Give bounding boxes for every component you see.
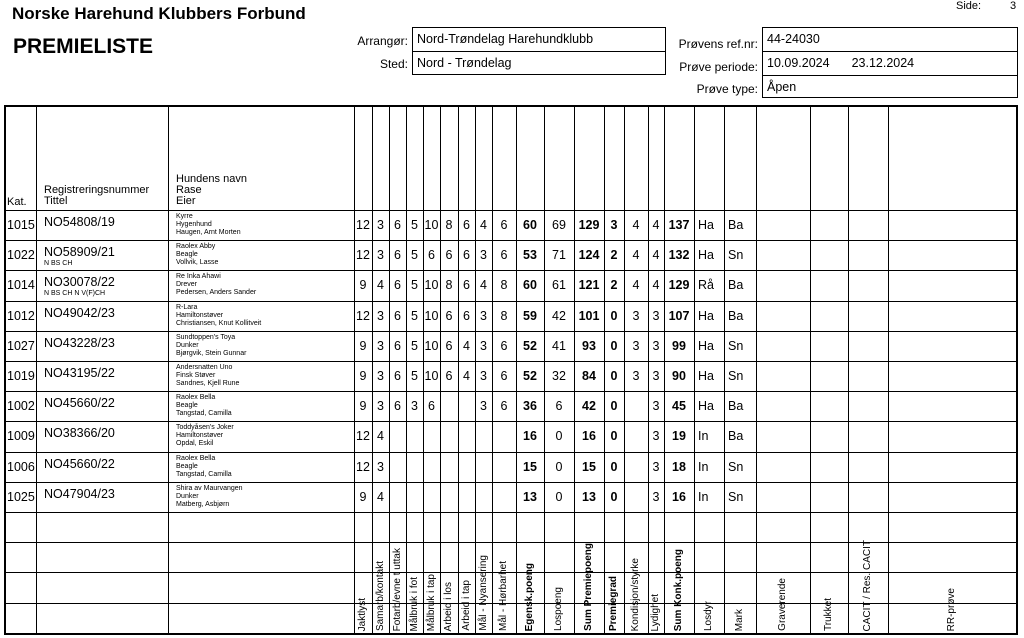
row-score: 41: [552, 338, 566, 353]
row-score: 0: [610, 308, 618, 323]
row-score: 61: [552, 278, 566, 293]
row-reg: NO38366/20: [44, 426, 115, 441]
row-score: 8: [500, 308, 508, 323]
page-title: PREMIELISTE: [13, 35, 154, 58]
row-score: 71: [552, 248, 566, 263]
row-score: 36: [523, 399, 537, 414]
column-divider: [810, 107, 811, 633]
row-score: 10: [424, 218, 439, 232]
header-col-8: Mål - Hørbarhet: [498, 560, 509, 631]
row-score: 3: [480, 308, 487, 323]
row-score: 15: [582, 459, 596, 474]
row-score: 19: [672, 429, 686, 444]
row-score: 101: [578, 308, 600, 323]
row-reg: NO45660/22: [44, 396, 115, 411]
row-score: 16: [523, 429, 537, 444]
page-number: 3: [1010, 0, 1017, 12]
period-label: Prøve periode:: [679, 60, 758, 74]
row-score: 3: [377, 399, 384, 414]
row-score: 60: [523, 278, 537, 293]
row-kat: 1014: [7, 278, 35, 293]
row-score: 3: [377, 369, 384, 383]
row-score: 132: [668, 248, 690, 263]
row-score: 3: [632, 338, 640, 353]
row-divider: [6, 391, 1016, 392]
header-col-1: Samarb/kontakt: [374, 560, 386, 631]
row-kat: 1027: [7, 338, 35, 353]
row-score: 6: [500, 218, 508, 232]
row-score: 3: [377, 248, 384, 263]
row-score: 8: [500, 278, 508, 293]
header-col-18: Graverende: [777, 578, 788, 631]
row-score: 6: [500, 369, 508, 383]
row-score: 12: [356, 218, 370, 232]
row-dog-name: Andersnatten Uno: [176, 364, 233, 371]
row-score: Ha: [698, 338, 714, 353]
header-col-20: CACIT / Res. CACIT: [862, 539, 873, 631]
header-owner: Eier: [176, 195, 196, 207]
row-score: 90: [672, 369, 686, 383]
row-score: 121: [578, 278, 600, 293]
arranger-label: Arrangør:: [357, 34, 408, 48]
column-divider: [36, 107, 37, 633]
row-reg: NO49042/23: [44, 305, 115, 320]
row-title-text: N BS CH: [44, 260, 73, 268]
row-score: 6: [428, 248, 435, 263]
row-score: 4: [632, 248, 640, 263]
header-col-6: Arbeid i tap: [460, 580, 472, 631]
row-divider: [6, 361, 1016, 362]
row-score: Sn: [728, 338, 744, 353]
row-score: 6: [463, 248, 470, 263]
row-score: 6: [394, 248, 401, 263]
row-score: 4: [463, 369, 470, 383]
row-score: 6: [463, 218, 470, 232]
row-kat: 1006: [7, 459, 35, 474]
row-score: 9: [359, 489, 367, 504]
row-title-text: N BS CH N V(F)CH: [44, 290, 106, 298]
header-col-15: Sum Konk.poeng: [673, 548, 684, 631]
row-score: 9: [359, 369, 367, 383]
row-score: 4: [377, 489, 384, 504]
row-dog-name: Kyrre: [176, 213, 193, 220]
row-score: 4: [652, 278, 660, 293]
ref-label: Prøvens ref.nr:: [678, 37, 758, 51]
row-score: Ba: [728, 278, 744, 293]
row-breed: Hamiltonstøver: [176, 432, 224, 440]
row-reg: NO58909/21: [44, 245, 115, 260]
row-score: Ha: [698, 369, 714, 383]
row-score: 3: [652, 369, 660, 383]
row-score: 3: [652, 489, 660, 504]
row-score: 5: [411, 248, 418, 263]
row-reg: NO43195/22: [44, 366, 115, 380]
row-score: Ha: [698, 308, 714, 323]
row-score: 6: [445, 308, 453, 323]
row-score: 3: [377, 338, 384, 353]
row-score: 8: [445, 218, 453, 232]
row-score: 5: [411, 338, 418, 353]
page-label: Side:: [956, 0, 982, 12]
period-to: 23.12.2024: [851, 56, 915, 70]
row-score: 6: [394, 308, 401, 323]
row-score: 53: [523, 248, 537, 263]
row-dog-name: Toddyåsen's Joker: [176, 424, 234, 432]
row-dog-name: Raolex Bella: [176, 394, 216, 402]
row-score: 4: [652, 218, 660, 232]
row-score: 10: [424, 278, 439, 293]
row-score: 6: [394, 369, 401, 383]
row-score: 3: [480, 369, 487, 383]
row-score: 6: [445, 248, 453, 263]
row-score: Ha: [698, 218, 714, 232]
row-score: 137: [668, 218, 690, 232]
row-score: 6: [394, 278, 401, 293]
row-score: 2: [610, 248, 618, 263]
row-divider: [6, 512, 1016, 513]
row-score: 6: [394, 338, 401, 353]
row-score: 10: [424, 338, 439, 353]
column-divider: [168, 107, 169, 633]
row-score: 93: [582, 338, 596, 353]
row-score: 4: [377, 278, 384, 293]
row-score: 10: [424, 308, 439, 323]
row-score: 9: [359, 278, 367, 293]
row-owner: Vollvik, Lasse: [176, 259, 219, 267]
results-table: [4, 105, 1018, 635]
row-owner: Sandnes, Kjell Rune: [176, 380, 240, 387]
row-score: Ba: [728, 218, 744, 232]
header-col-17: Mark: [734, 608, 745, 631]
row-score: 3: [652, 429, 660, 444]
row-score: 18: [672, 459, 686, 474]
row-score: Sn: [728, 489, 744, 504]
row-score: 12: [356, 308, 370, 323]
row-kat: 1012: [7, 308, 35, 323]
header-col-7: Mål - Nyansering: [477, 555, 489, 631]
row-breed: Dunker: [176, 341, 199, 349]
row-score: Rå: [698, 278, 714, 293]
row-score: 6: [394, 218, 401, 232]
header-col-4: Målbruk i tap: [425, 573, 437, 631]
row-score: 0: [610, 429, 618, 444]
header-col-2: Fotarb/evne t uttak: [391, 547, 403, 631]
row-score: 42: [552, 308, 566, 323]
type-label: Prøve type:: [696, 82, 758, 96]
row-score: 59: [523, 308, 537, 323]
row-owner: Christiansen, Knut Kollitveit: [176, 319, 262, 327]
row-breed: Beagle: [176, 402, 198, 410]
row-score: 3: [652, 308, 660, 323]
place-value: Nord - Trøndelag: [417, 56, 512, 70]
row-score: 3: [377, 308, 384, 323]
row-score: 4: [632, 218, 640, 232]
row-breed: Hamiltonstøver: [176, 311, 224, 319]
row-dog-name: Re Inka Ahawi: [176, 273, 221, 281]
row-score: In: [698, 459, 709, 474]
row-reg: NO30078/22: [44, 275, 115, 290]
row-breed: Beagle: [176, 251, 198, 259]
row-score: 15: [523, 459, 537, 474]
header-col-11: Sum Premiepoeng: [583, 543, 594, 631]
row-score: Ha: [698, 399, 714, 414]
row-score: 6: [555, 399, 563, 414]
row-score: Ba: [728, 308, 744, 323]
row-score: 6: [445, 369, 453, 383]
row-score: 0: [555, 429, 563, 444]
row-reg: NO43228/23: [44, 335, 115, 350]
row-score: 10: [424, 369, 439, 383]
ref-value: 44-24030: [763, 28, 1017, 52]
header-col-9: Egensk.poeng: [524, 562, 535, 631]
row-score: 4: [463, 338, 470, 353]
row-score: 0: [610, 489, 618, 504]
column-divider: [888, 107, 889, 633]
row-score: 5: [411, 308, 418, 323]
row-score: 32: [552, 369, 566, 383]
row-score: 0: [555, 489, 563, 504]
row-dog-name: R-Lara: [176, 303, 198, 311]
row-dog-name: Raolex Bella: [176, 454, 216, 462]
row-kat: 1019: [7, 369, 35, 383]
type-value: Åpen: [767, 80, 797, 94]
row-dog-name: Raolex Abby: [176, 243, 216, 251]
header-breed: Rase: [176, 184, 202, 196]
row-score: 3: [610, 218, 618, 232]
row-breed: Drever: [176, 281, 198, 289]
row-score: 6: [500, 248, 508, 263]
row-score: 16: [582, 429, 596, 444]
row-score: 4: [632, 278, 640, 293]
row-owner: Tangstad, Camilla: [176, 410, 232, 418]
row-score: 3: [632, 369, 640, 383]
row-score: 3: [480, 338, 487, 353]
row-score: 4: [652, 248, 660, 263]
row-score: 129: [578, 218, 600, 232]
row-score: 129: [668, 278, 690, 293]
row-divider: [6, 421, 1016, 422]
row-dog-name: Shira av Maurvangen: [176, 484, 243, 492]
row-kat: 1025: [7, 489, 35, 504]
row-score: 5: [411, 369, 418, 383]
place-label: Sted:: [379, 57, 408, 71]
row-score: 8: [445, 278, 453, 293]
period-from: 10.09.2024: [767, 56, 830, 70]
row-score: 107: [668, 308, 690, 323]
row-divider: [6, 301, 1016, 302]
row-score: In: [698, 489, 709, 504]
header-col-14: Lydighet: [650, 593, 661, 631]
row-owner: Opdal, Eskil: [176, 440, 214, 448]
row-score: 4: [377, 429, 384, 444]
row-score: 45: [672, 399, 686, 414]
row-score: 124: [578, 248, 600, 263]
row-score: 3: [480, 248, 487, 263]
header-col-19: Trukket: [823, 598, 834, 631]
row-score: 6: [463, 308, 470, 323]
header-kat: Kat.: [7, 196, 27, 208]
row-score: 69: [552, 218, 566, 232]
header-col-3: Målbruk i fot: [408, 576, 420, 631]
row-divider: [6, 482, 1016, 483]
row-score: 12: [356, 248, 370, 263]
row-score: Ba: [728, 429, 744, 444]
row-divider: [6, 270, 1016, 271]
row-kat: 1009: [7, 429, 35, 444]
row-score: 4: [480, 218, 487, 232]
row-score: 84: [582, 369, 596, 383]
row-reg: NO54808/19: [44, 215, 115, 229]
row-owner: Tangstad, Camilla: [176, 470, 232, 478]
row-score: 5: [411, 218, 418, 232]
row-breed: Dunker: [176, 492, 199, 500]
row-dog-name: Sundtoppen's Toya: [176, 333, 236, 341]
row-score: 16: [672, 489, 686, 504]
header-col-12: Premiegrad: [608, 575, 619, 631]
header-col-13: Kondisjon/styrke: [630, 557, 641, 631]
row-score: Ba: [728, 399, 744, 414]
row-score: 3: [377, 459, 384, 474]
header-col-16: Losdyr: [703, 600, 714, 631]
arranger-box: [412, 27, 666, 75]
row-divider: [6, 331, 1016, 332]
header-col-21: RR-prøve: [946, 587, 957, 631]
row-score: 13: [523, 489, 537, 504]
row-score: 0: [555, 459, 563, 474]
arranger-value: Nord-Trøndelag Harehundklubb: [413, 28, 665, 52]
row-score: 13: [582, 489, 596, 504]
row-score: 3: [480, 399, 487, 414]
row-score: 12: [356, 429, 370, 444]
row-score: 9: [359, 338, 367, 353]
row-breed: Hygenhund: [176, 221, 212, 228]
row-score: 6: [428, 399, 435, 414]
row-score: 5: [411, 278, 418, 293]
row-score: 3: [411, 399, 418, 414]
row-score: Sn: [728, 459, 744, 474]
row-score: 0: [610, 369, 618, 383]
header-name: Hundens navn: [176, 173, 247, 185]
row-kat: 1022: [7, 248, 35, 263]
row-score: 3: [652, 338, 660, 353]
row-divider: [6, 210, 1016, 211]
row-score: 99: [672, 338, 686, 353]
row-score: 12: [356, 459, 370, 474]
row-score: 6: [463, 278, 470, 293]
row-breed: Beagle: [176, 462, 198, 470]
column-divider: [724, 107, 725, 633]
header-col-5: Arbeid i los: [443, 581, 454, 631]
organization-name: Norske Harehund Klubbers Forbund: [12, 4, 306, 23]
row-reg: NO47904/23: [44, 486, 115, 501]
row-score: 6: [500, 338, 508, 353]
row-reg: NO45660/22: [44, 456, 115, 471]
row-score: 52: [523, 369, 537, 383]
row-breed: Finsk Støver: [176, 372, 216, 379]
row-score: 9: [359, 399, 367, 414]
row-score: 0: [610, 459, 618, 474]
row-score: 3: [652, 399, 660, 414]
row-owner: Pedersen, Anders Sander: [176, 289, 257, 297]
row-score: 0: [610, 399, 618, 414]
header-col-0: Jaktlyst: [357, 597, 368, 631]
row-score: 2: [610, 278, 618, 293]
header-reg: Registreringsnummer: [44, 184, 150, 196]
row-score: 3: [652, 459, 660, 474]
header-col-10: Lospoeng: [553, 587, 564, 631]
row-score: 6: [500, 399, 508, 414]
row-owner: Matberg, Asbjørn: [176, 500, 230, 508]
row-score: Sn: [728, 248, 744, 263]
row-kat: 1002: [7, 399, 35, 414]
row-owner: Haugen, Arnt Morten: [176, 229, 241, 236]
row-score: 4: [480, 278, 487, 293]
row-kat: 1015: [7, 218, 35, 232]
row-score: 0: [610, 338, 618, 353]
row-score: 3: [632, 308, 640, 323]
row-owner: Bjørgvik, Stein Gunnar: [176, 349, 247, 357]
row-score: 52: [523, 338, 537, 353]
header-title: Tittel: [44, 195, 68, 207]
row-score: In: [698, 429, 709, 444]
row-score: Sn: [728, 369, 744, 383]
row-score: 60: [523, 218, 537, 232]
column-divider: [756, 107, 757, 633]
column-divider: [694, 107, 695, 633]
row-score: 42: [582, 399, 596, 414]
column-divider: [848, 107, 849, 633]
row-score: 6: [445, 338, 453, 353]
row-score: 3: [377, 218, 384, 232]
row-divider: [6, 452, 1016, 453]
row-score: Ha: [698, 248, 714, 263]
row-score: 6: [394, 399, 401, 414]
period-value: [763, 52, 1017, 76]
test-info-box: [762, 27, 1018, 98]
row-divider: [6, 240, 1016, 241]
